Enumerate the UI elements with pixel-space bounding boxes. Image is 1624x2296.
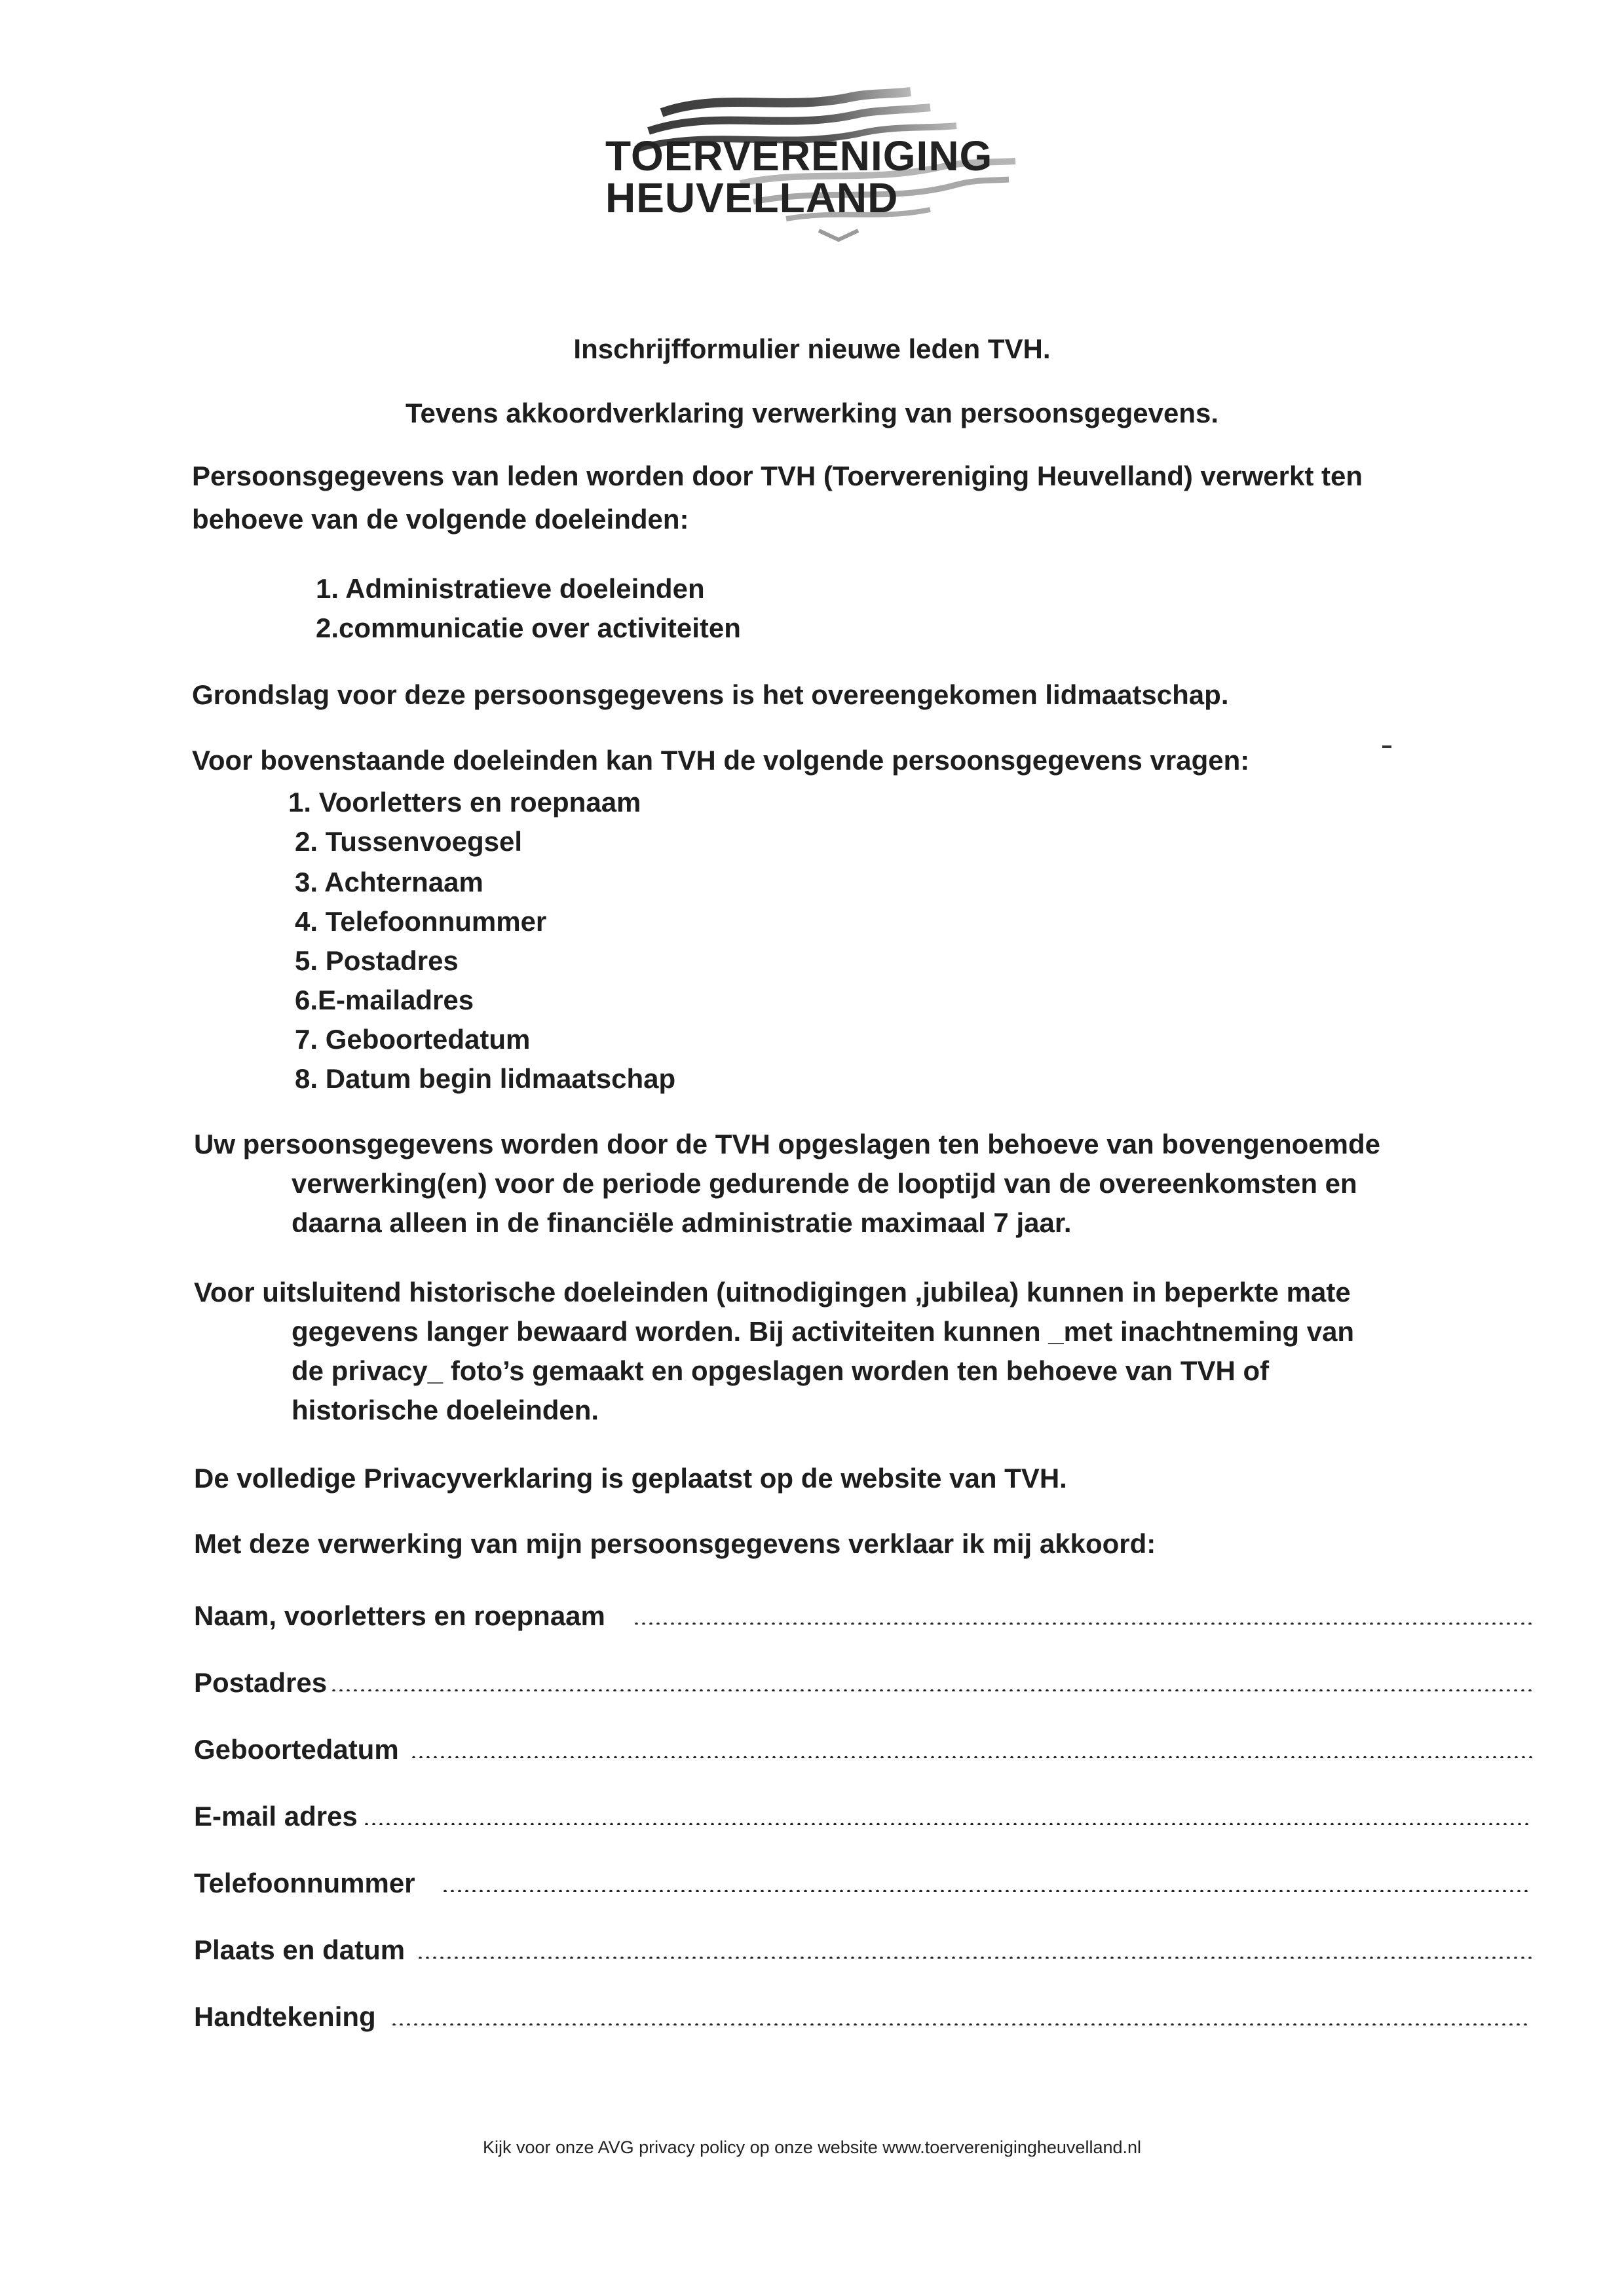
data-item: 8. Datum begin lidmaatschap bbox=[295, 1063, 676, 1094]
phone-field[interactable] bbox=[194, 1870, 1340, 1902]
birthdate-field[interactable] bbox=[194, 1736, 1340, 1769]
historic-line-2: gegevens langer bewaard worden. Bij activiteiten kunnen _met inachtneming van bbox=[292, 1316, 1355, 1347]
email-field[interactable] bbox=[194, 1803, 1340, 1835]
form-title: Inschrijfformulier nieuwe leden TVH. bbox=[573, 333, 1051, 364]
place-date-field-line[interactable] bbox=[417, 1956, 1536, 1959]
address-field-line[interactable] bbox=[330, 1689, 1536, 1691]
storage-line-2: verwerking(en) voor de periode gedurende de looptijd van de overeenkomsten en bbox=[292, 1168, 1357, 1199]
data-item: 4. Telefoonnummer bbox=[295, 906, 547, 937]
footer-note: Kijk voor onze AVG privacy policy op onze website www.toerverenigingheuvelland.nl bbox=[482, 2137, 1142, 2157]
data-item: 1. Voorletters en roepnaam bbox=[288, 787, 641, 818]
legal-basis: Grondslag voor deze persoonsgegevens is het overeengekomen lidmaatschap. bbox=[192, 679, 1229, 710]
birthdate-field-line[interactable] bbox=[410, 1756, 1536, 1758]
privacy-note: De volledige Privacyverklaring is geplaatst op de website van TVH. bbox=[194, 1463, 1067, 1494]
historic-line-1: Voor uitsluitend historische doeleinden (uitnodigingen ,jubilea) kunnen in beperkte mate bbox=[194, 1277, 1351, 1308]
name-field-line[interactable] bbox=[633, 1622, 1536, 1625]
signature-field-line[interactable] bbox=[390, 2023, 1530, 2025]
phone-field-line[interactable] bbox=[442, 1889, 1530, 1892]
name-field[interactable] bbox=[194, 1602, 1340, 1635]
logo-text-line2: HEUVELLAND bbox=[605, 174, 899, 221]
historic-line-4: historische doeleinden. bbox=[292, 1395, 599, 1425]
address-field-label: Postadres bbox=[194, 1667, 328, 1698]
place-date-field-label: Plaats en datum bbox=[194, 1934, 406, 1965]
purpose-item: 1. Administratieve doeleinden bbox=[316, 573, 705, 604]
email-field-line[interactable] bbox=[363, 1822, 1530, 1825]
storage-line-3: daarna alleen in de financiële administratie maximaal 7 jaar. bbox=[292, 1207, 1072, 1238]
birthdate-field-label: Geboortedatum bbox=[194, 1734, 399, 1765]
data-intro: Voor bovenstaande doeleinden kan TVH de volgende persoonsgegevens vragen: bbox=[192, 745, 1250, 776]
data-item: 7. Geboortedatum bbox=[295, 1024, 531, 1055]
storage-line-1: Uw persoonsgegevens worden door de TVH opgeslagen ten behoeve van bovengenoemde bbox=[194, 1129, 1381, 1159]
stray-dash-mark bbox=[1382, 745, 1391, 748]
signature-field[interactable] bbox=[194, 2003, 1340, 2036]
data-item: 5. Postadres bbox=[295, 945, 459, 976]
name-field-label: Naam, voorletters en roepnaam bbox=[194, 1600, 605, 1631]
data-item: 6.E-mailadres bbox=[295, 985, 474, 1015]
data-item: 2. Tussenvoegsel bbox=[295, 826, 523, 857]
phone-field-label: Telefoonnummer bbox=[194, 1868, 415, 1898]
intro-line-1: Persoonsgegevens van leden worden door TVH (Toervereniging Heuvelland) verwerkt ten bbox=[192, 461, 1363, 491]
intro-line-2: behoeve van de volgende doeleinden: bbox=[192, 504, 689, 535]
logo-text-line1: TOERVERENIGING bbox=[605, 132, 993, 179]
place-date-field[interactable] bbox=[194, 1936, 1340, 1969]
email-field-label: E-mail adres bbox=[194, 1801, 358, 1832]
agreement-statement: Met deze verwerking van mijn persoonsgegevens verklaar ik mij akkoord: bbox=[194, 1528, 1156, 1559]
club-logo bbox=[590, 85, 1035, 275]
historic-line-3: de privacy_ foto’s gemaakt en opgeslagen worden ten behoeve van TVH of bbox=[292, 1355, 1270, 1386]
address-field[interactable] bbox=[194, 1669, 1340, 1702]
signature-field-label: Handtekening bbox=[194, 2001, 376, 2032]
data-item: 3. Achternaam bbox=[295, 867, 483, 897]
purpose-item: 2.communicatie over activiteiten bbox=[316, 612, 741, 643]
form-subtitle: Tevens akkoordverklaring verwerking van persoonsgegevens. bbox=[405, 398, 1219, 428]
